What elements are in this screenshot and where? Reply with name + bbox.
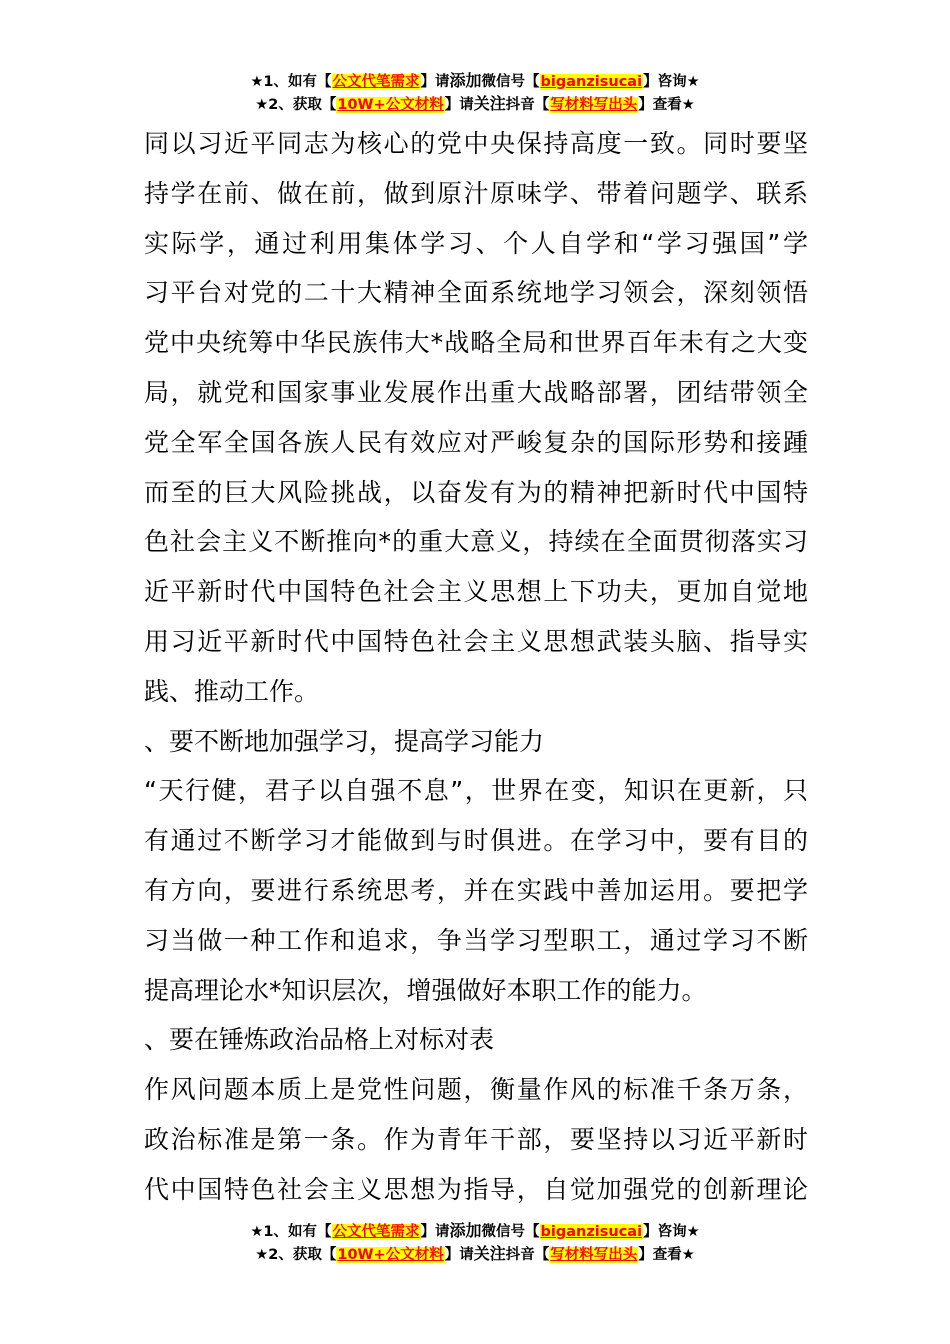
body-line: 党全军全国各族人民有效应对严峻复杂的国际形势和接踵 — [144, 427, 808, 457]
banner-text: ★1、如有【 — [250, 1224, 332, 1240]
body-line: 有通过不断学习才能做到与时俱进。在学习中，要有目的 — [144, 826, 808, 856]
banner-text: 】咨询★ — [643, 1224, 700, 1240]
banner-text: 】查看★ — [638, 1247, 695, 1263]
banner-text: 】咨询★ — [643, 74, 700, 90]
banner-line-1 — [0, 1220, 950, 1243]
body-line: “天行健，君子以自强不息”，世界在变，知识在更新，只 — [144, 776, 808, 806]
highlight-wechat-id: biganzisucai — [540, 74, 643, 90]
footer-banner — [0, 1220, 950, 1266]
banner-text: 】请 — [444, 1247, 474, 1263]
body-line: 色社会主义不断推向*的重大意义，持续在全面贯彻落实习 — [144, 527, 808, 557]
header-banner — [0, 70, 950, 116]
highlight-douyin-account: 写材料写出头 — [550, 97, 638, 113]
body-line: 同以习近平同志为核心的党中央保持高度一致。同时要坚 — [144, 129, 808, 158]
highlight-service: 公文代笔需求 — [332, 74, 420, 90]
banner-text: 添加 — [449, 71, 482, 90]
banner-text: 】查看★ — [638, 97, 695, 113]
body-line: 而至的巨大风险挑战，以奋发有为的精神把新时代中国特 — [144, 477, 808, 507]
banner-text: 】请 — [444, 97, 474, 113]
section-heading: 、要不断地加强学习，提高学习能力 — [144, 726, 545, 756]
highlight-douyin-account: 写材料写出头 — [550, 1247, 638, 1263]
body-line: 用习近平新时代中国特色社会主义思想武装头脑、指导实 — [144, 626, 808, 656]
body-line: 局，就党和国家事业发展作出重大战略部署，团结带领全 — [144, 377, 808, 407]
document-body — [144, 119, 808, 1215]
banner-text: ★2、获取【 — [255, 1247, 337, 1263]
highlight-wechat-id: biganzisucai — [540, 1224, 643, 1240]
banner-text: ★2、获取【 — [255, 97, 337, 113]
highlight-materials: 10W+公文材料 — [337, 97, 444, 113]
body-line: 党中央统筹中华民族伟大*战略全局和世界百年未有之大变 — [144, 328, 808, 358]
body-line: 践、推动工作。 — [144, 676, 320, 706]
banner-text: 关注 — [473, 1244, 506, 1263]
banner-text: 微信号【 — [481, 74, 540, 90]
banner-text: 抖音【 — [505, 1247, 550, 1263]
banner-text: ★1、如有【 — [250, 74, 332, 90]
banner-text: 】请 — [420, 74, 450, 90]
banner-line-2 — [0, 1243, 950, 1266]
body-line: 实际学，通过利用集体学习、个人自学和“学习强国”学 — [144, 228, 808, 258]
body-line: 有方向，要进行系统思考，并在实践中善加运用。要把学 — [144, 875, 808, 905]
banner-text: 抖音【 — [505, 97, 550, 113]
banner-text: 添加 — [449, 1221, 482, 1240]
body-line: 持学在前、做在前，做到原汁原味学、带着问题学、联系 — [144, 178, 808, 208]
highlight-service: 公文代笔需求 — [332, 1224, 420, 1240]
banner-text: 】请 — [420, 1224, 450, 1240]
banner-line-1 — [0, 70, 950, 93]
body-line: 提高理论水*知识层次，增强做好本职工作的能力。 — [144, 975, 707, 1005]
body-line: 近平新时代中国特色社会主义思想上下功夫，更加自觉地 — [144, 577, 808, 607]
banner-text: 微信号【 — [481, 1224, 540, 1240]
body-line: 习平台对党的二十大精神全面系统地学习领会，深刻领悟 — [144, 278, 808, 308]
body-line: 习当做一种工作和追求，争当学习型职工，通过学习不断 — [144, 925, 808, 955]
banner-line-2 — [0, 93, 950, 116]
section-heading: 、要在锤炼政治品格上对标对表 — [144, 1025, 495, 1055]
body-line: 代中国特色社会主义思想为指导，自觉加强党的创新理论 — [144, 1174, 808, 1204]
highlight-materials: 10W+公文材料 — [337, 1247, 444, 1263]
body-line: 作风问题本质上是党性问题，衡量作风的标准千条万条， — [144, 1075, 808, 1105]
banner-text: 关注 — [473, 94, 506, 113]
body-line: 政治标准是第一条。作为青年干部，要坚持以习近平新时 — [144, 1124, 808, 1154]
